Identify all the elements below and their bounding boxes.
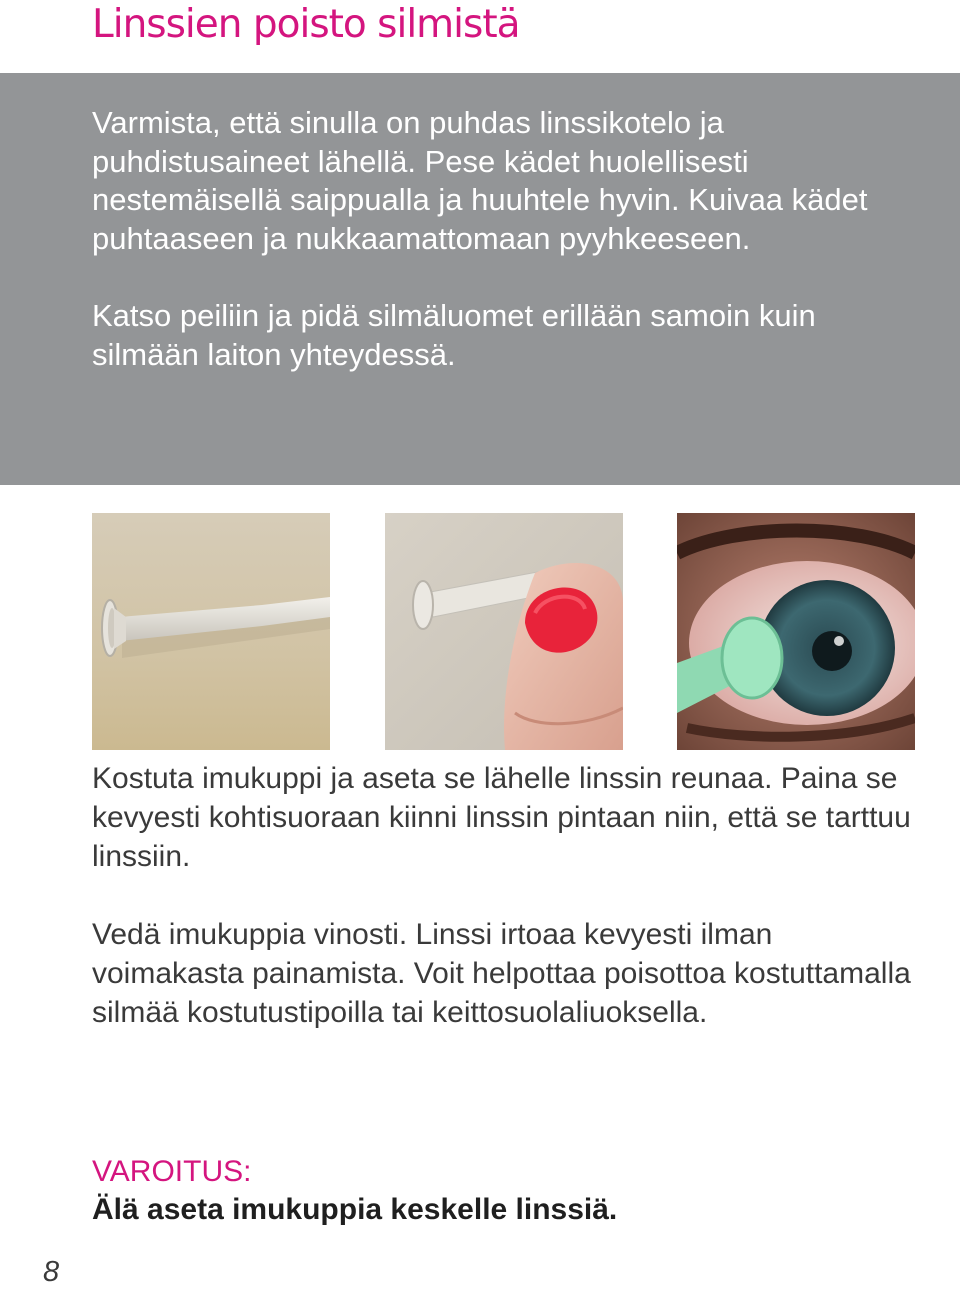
intro-paragraph-mirror: Katso peiliin ja pidä silmäluomet erillään samoin kuin silmään laiton yhteydessä. [92,298,816,372]
page-title: Linssien poisto silmistä [92,2,520,47]
warning-label: VAROITUS: [92,1155,252,1188]
eye-with-tool-photo [677,513,915,750]
intro-panel [0,73,960,485]
warning-text: Älä aseta imukuppia keskelle linssiä. [92,1193,618,1226]
instruction-paragraph-attach: Kostuta imukuppi ja aseta se lähelle linssin reunaa. Paina se kevyesti kohtisuoraan kiinni linssin pintaan niin, että se tarttuu linssiin. [92,762,911,873]
instruction-paragraph-pull: Vedä imukuppia vinosti. Linssi irtoaa kevyesti ilman voimakasta painamista. Voit helpottaa poisottoa kostuttamalla silmää kostutustipoilla tai keittosuolaliuoksella. [92,918,911,1029]
intro-paragraph-hygiene: Varmista, että sinulla on puhdas linssikotelo ja puhdistusaineet lähellä. Pese kädet huolellisesti nestemäisellä saippualla ja huuhtele hyvin. Kuivaa kädet puhtaaseen ja nukkaamattomaan pyyhkeeseen. [92,105,868,256]
fingers-holding-tool-photo [385,513,623,750]
page-number: 8 [43,1256,60,1288]
suction-cup-tool-photo [92,513,330,750]
